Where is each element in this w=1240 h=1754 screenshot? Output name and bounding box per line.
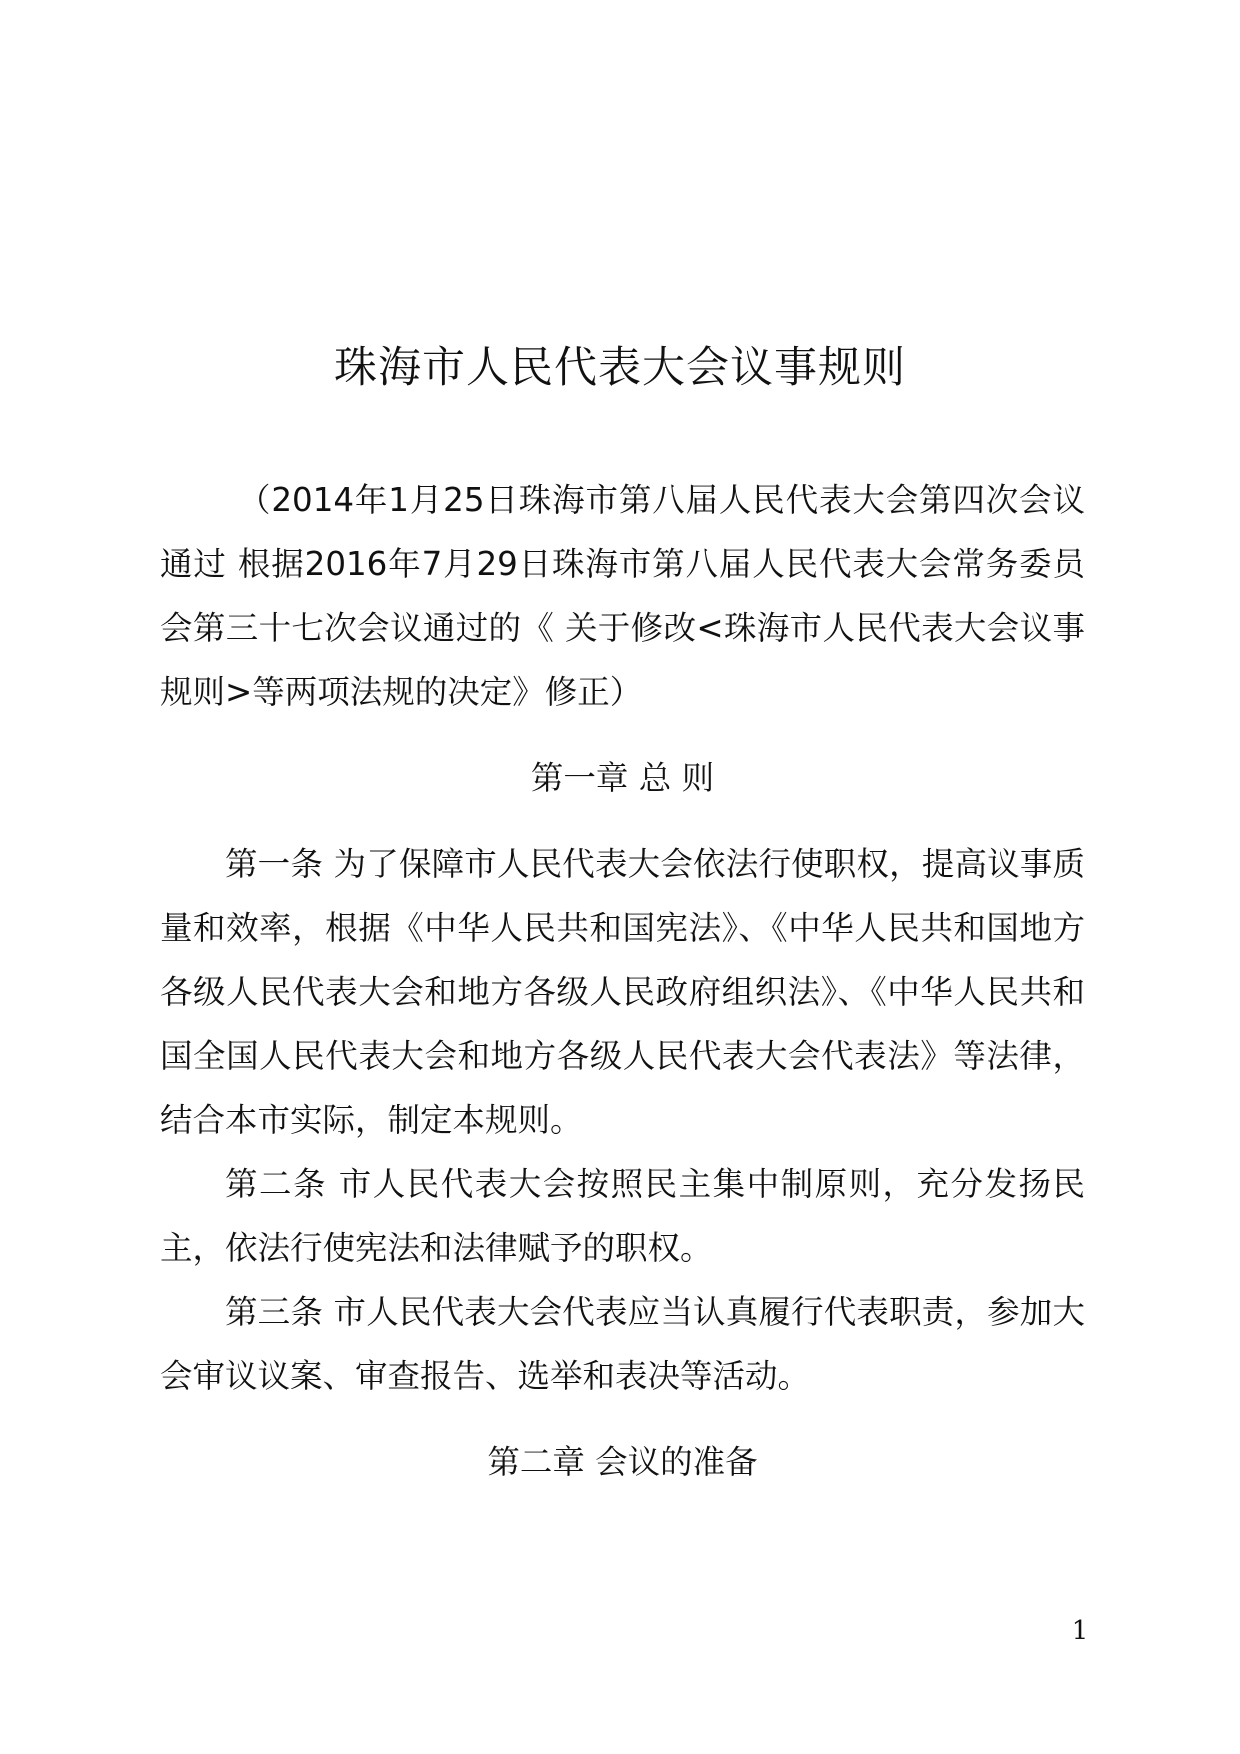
document-body [160, 468, 1085, 1494]
article-2: 第二条 市人民代表大会按照民主集中制原则，充分发扬民主，依法行使宪法和法律赋予的职权。 [160, 1165, 1085, 1267]
chapter-1-heading: 第一章 总 则 [530, 759, 715, 797]
article-1: 第一条 为了保障市人民代表大会依法行使职权，提高议事质量和效率，根据《中华人民共和国宪法》、《中华人民共和国地方各级人民代表大会和地方各级人民政府组织法》、《中华人民共和国全国人民代表大会和地方各级人民代表大会代表法》等法律，结合本市实际，制定本规则。 [160, 845, 1085, 1139]
document-title: 珠海市人民代表大会议事规则 [334, 343, 906, 393]
chapter-2-heading: 第二章 会议的准备 [487, 1443, 758, 1481]
page-number: 1 [1071, 1616, 1089, 1646]
article-3: 第三条 市人民代表大会代表应当认真履行代表职责，参加大会审议议案、审查报告、选举和表决等活动。 [160, 1293, 1085, 1395]
adoption-note: （2014年1月25日珠海市第八届人民代表大会第四次会议通过 根据2016年7月29日珠海市第八届人民代表大会常务委员会第三十七次会议通过的《 关于修改<珠海市人民代表大会议事规则>等两项法规的决定》修正） [160, 481, 1085, 711]
